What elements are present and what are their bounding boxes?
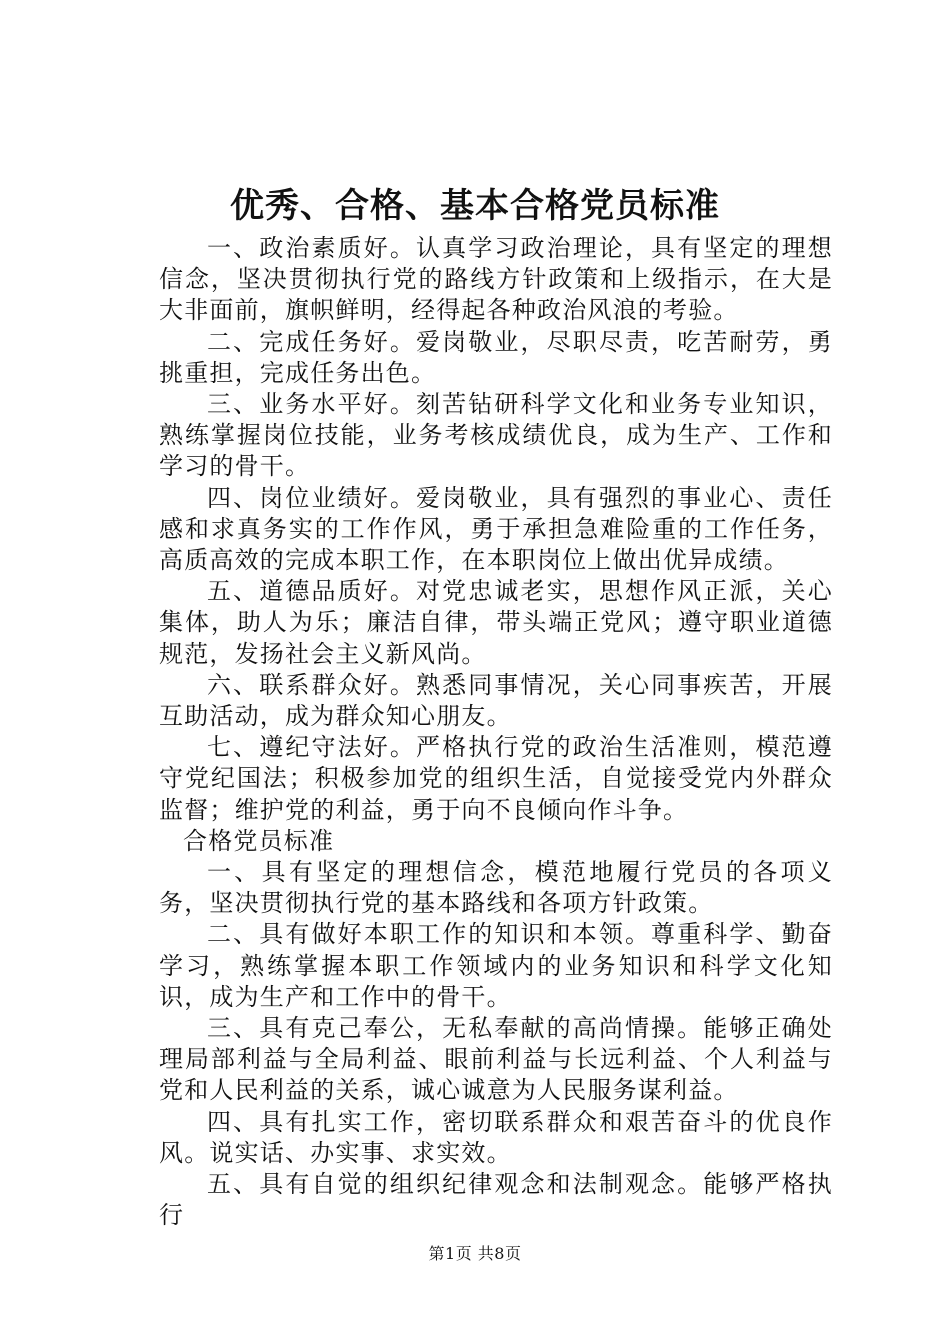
page-number-footer: 第1页 共8页 [428, 1244, 522, 1263]
paragraph-excellent-7: 七、遵纪守法好。严格执行党的政治生活准则，模范遵守党纪国法；积极参加党的组织生活，自觉接受党内外群众监督；维护党的利益，勇于向不良倾向作斗争。 [159, 733, 833, 824]
paragraph-excellent-2: 二、完成任务好。爱岗敬业，尽职尽责，吃苦耐劳，勇挑重担，完成任务出色。 [159, 327, 833, 387]
paragraph-excellent-1: 一、政治素质好。认真学习政治理论，具有坚定的理想信念，坚决贯彻执行党的路线方针政策和上级指示，在大是大非面前，旗帜鲜明，经得起各种政治风浪的考验。 [159, 234, 833, 325]
section-heading-qualified: 合格党员标准 [183, 826, 335, 855]
paragraph-excellent-6: 六、联系群众好。熟悉同事情况，关心同事疾苦，开展互助活动，成为群众知心朋友。 [159, 670, 833, 731]
paragraph-qualified-4: 四、具有扎实工作，密切联系群众和艰苦奋斗的优良作风。说实话、办实事、求实效。 [159, 1107, 833, 1167]
document-title: 优秀、合格、基本合格党员标准 [230, 186, 720, 226]
paragraph-qualified-5: 五、具有自觉的组织纪律观念和法制观念。能够严格执行 [159, 1170, 833, 1230]
paragraph-qualified-1: 一、具有坚定的理想信念，模范地履行党员的各项义务，坚决贯彻执行党的基本路线和各项方针政策。 [159, 858, 833, 918]
paragraph-qualified-2: 二、具有做好本职工作的知识和本领。尊重科学、勤奋学习，熟练掌握本职工作领域内的业务知识和科学文化知识，成为生产和工作中的骨干。 [159, 920, 833, 1011]
paragraph-qualified-3: 三、具有克己奉公，无私奉献的高尚情操。能够正确处理局部利益与全局利益、眼前利益与长远利益、个人利益与党和人民利益的关系，诚心诚意为人民服务谋利益。 [159, 1014, 833, 1105]
paragraph-excellent-3: 三、业务水平好。刻苦钻研科学文化和业务专业知识，熟练掌握岗位技能，业务考核成绩优良，成为生产、工作和学习的骨干。 [159, 390, 833, 481]
paragraph-excellent-5: 五、道德品质好。对党忠诚老实，思想作风正派，关心集体，助人为乐；廉洁自律，带头端正党风；遵守职业道德规范，发扬社会主义新风尚。 [159, 577, 833, 668]
document-body [159, 233, 833, 1232]
paragraph-excellent-4: 四、岗位业绩好。爱岗敬业，具有强烈的事业心、责任感和求真务实的工作作风，勇于承担急难险重的工作任务，高质高效的完成本职工作，在本职岗位上做出优异成绩。 [159, 483, 833, 575]
